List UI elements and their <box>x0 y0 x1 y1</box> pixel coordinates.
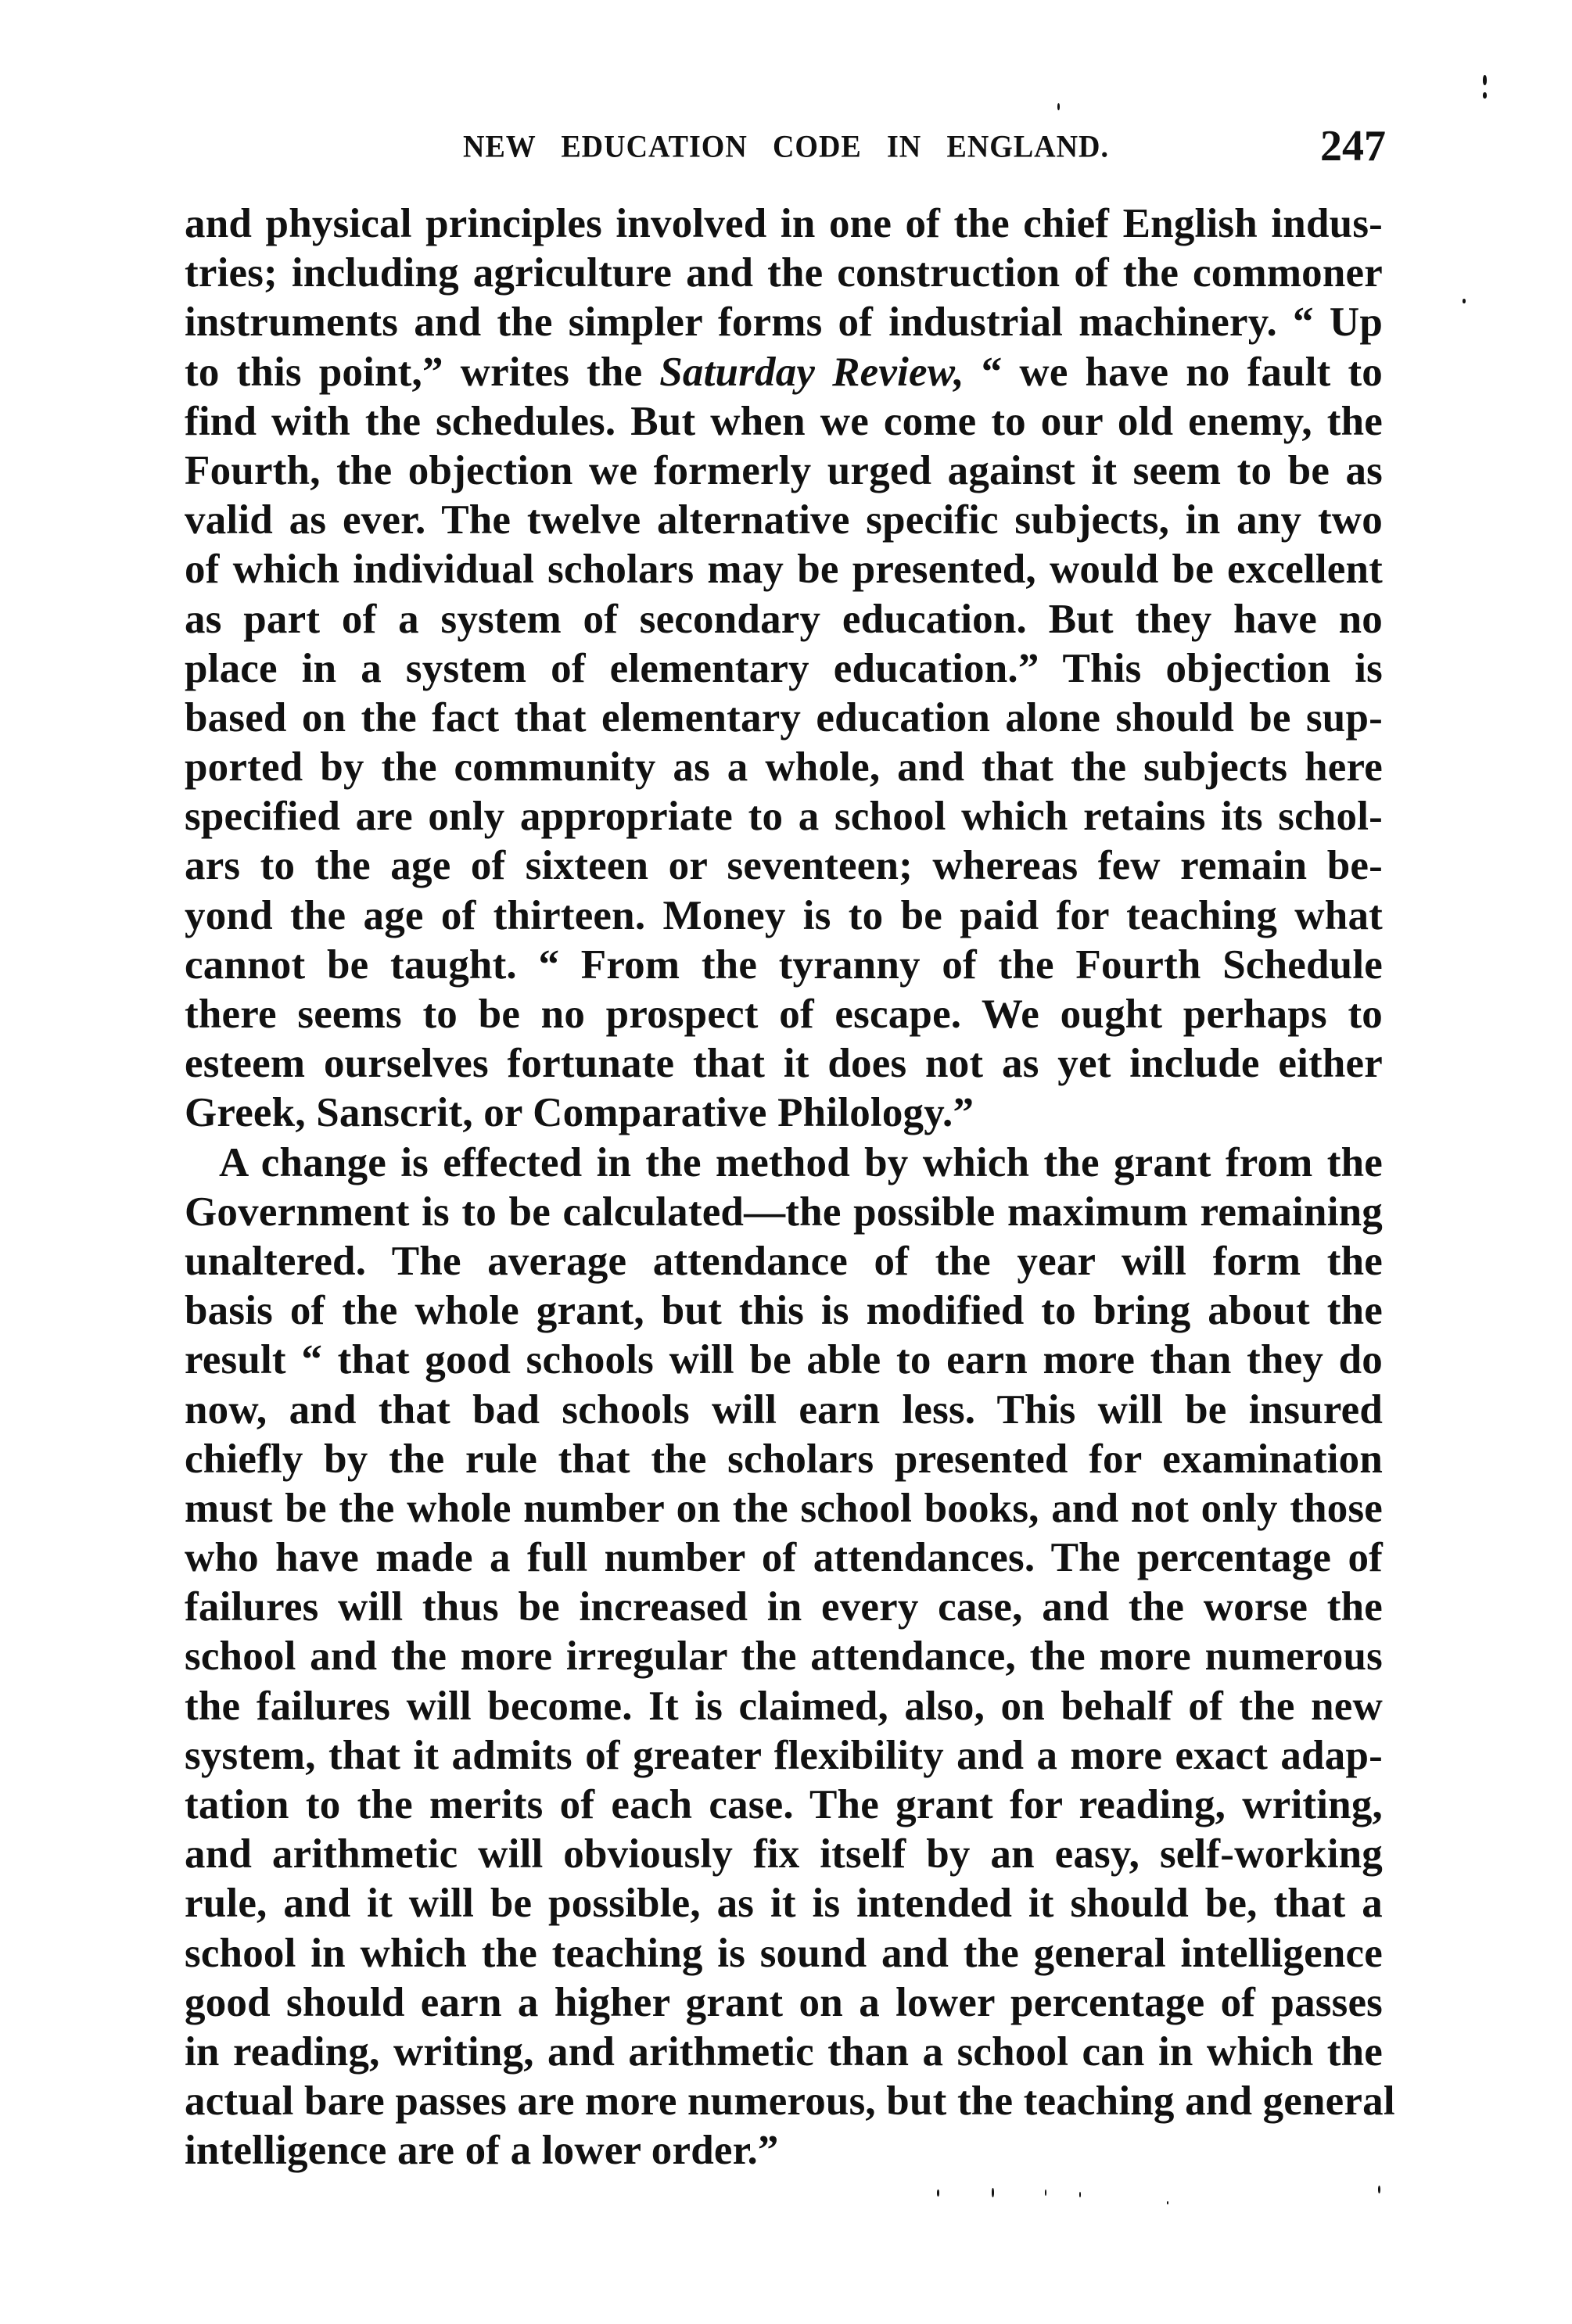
scan-speck <box>1483 92 1487 99</box>
text-line: cannot be taught. “ From the tyranny of the Fourth Schedule <box>185 941 1383 988</box>
scan-speck <box>1079 2192 1081 2197</box>
scan-speck <box>1057 103 1060 110</box>
paragraph-end-line: Greek, Sanscrit, or Comparative Philology.” <box>185 1090 974 1136</box>
scan-speck <box>1378 2186 1380 2193</box>
text-line: tation to the merits of each case. The grant for reading, writing, <box>185 1782 1383 1827</box>
text-line: rule, and it will be possible, as it is intended it should be, that a <box>185 1881 1383 1927</box>
body-text <box>185 199 1395 2176</box>
text-line: good should earn a higher grant on a lower percentage of passes <box>185 1979 1383 2025</box>
text-line: as part of a system of secondary education. But they have no <box>185 596 1383 642</box>
text-line: valid as ever. The twelve alternative specific subjects, in any two <box>185 497 1383 543</box>
text-line: based on the fact that elementary education alone should be sup- <box>185 694 1383 741</box>
scan-speck <box>1167 2201 1168 2204</box>
scan-speck <box>937 2190 939 2197</box>
text-line: tries; including agriculture and the construction of the commoner <box>185 250 1383 296</box>
text-line: yond the age of thirteen. Money is to be paid for teaching what <box>185 892 1383 938</box>
text-line: in reading, writing, and arithmetic than a school can in which the <box>185 2028 1383 2075</box>
scan-speck <box>1463 299 1466 303</box>
text-line: there seems to be no prospect of escape. We ought perhaps to <box>185 992 1383 1037</box>
text-line: unaltered. The average attendance of the year will form the <box>185 1238 1383 1284</box>
text-line: Government is to be calculated—the possible maximum remaining <box>185 1189 1383 1235</box>
text-line: who have made a full number of attendances. The percentage of <box>185 1535 1383 1581</box>
text-line: chiefly by the rule that the scholars presented for examination <box>185 1436 1383 1482</box>
text-line: must be the whole number on the school books, and not only those <box>185 1485 1383 1531</box>
text-line: system, that it admits of greater flexibility and a more exact adap- <box>185 1732 1383 1778</box>
text-line: place in a system of elementary education.” This objection is <box>185 645 1383 691</box>
periodical-title: Saturday Review, <box>659 349 964 395</box>
paragraph-end-line: intelligence are of a lower order.” <box>185 2128 779 2174</box>
text-line: basis of the whole grant, but this is modified to bring about the <box>185 1288 1383 1334</box>
text-line: school and the more irregular the attendance, the more numerous <box>185 1634 1383 1680</box>
text-line: ported by the community as a whole, and that the subjects here <box>185 744 1383 791</box>
text-line: result “ that good schools will be able to earn more than they do <box>185 1337 1383 1383</box>
text-line: of which individual scholars may be presented, would be excellent <box>185 547 1383 593</box>
text-segment: “ we have no fault to <box>964 349 1383 395</box>
text-line: esteem ourselves fortunate that it does not as yet include either <box>185 1041 1383 1087</box>
text-line: ars to the age of sixteen or seventeen; whereas few remain be- <box>185 843 1383 889</box>
scan-speck <box>992 2188 994 2197</box>
text-line: instruments and the simpler forms of industrial machinery. “ Up <box>185 299 1383 346</box>
text-line: school in which the teaching is sound and the general intelligence <box>185 1930 1383 1976</box>
text-line: and physical principles involved in one of the chief English indus- <box>185 201 1383 246</box>
running-title: NEW EDUCATION CODE IN ENGLAND. <box>463 129 1109 164</box>
page-number: 247 <box>1320 122 1386 170</box>
scan-speck <box>1045 2190 1046 2196</box>
text-line <box>185 348 1383 397</box>
text-line: find with the schedules. But when we come to our old enemy, the <box>185 398 1383 444</box>
text-line: failures will thus be increased in every case, and the worse the <box>185 1584 1383 1630</box>
text-line: Fourth, the objection we formerly urged against it seem to be as <box>185 447 1383 493</box>
text-line: and arithmetic will obviously fix itself by an easy, self-working <box>185 1831 1383 1877</box>
text-line: specified are only appropriate to a school which retains its schol- <box>185 794 1383 840</box>
scan-speck <box>1483 75 1487 85</box>
text-line: actual bare passes are more numerous, but the teaching and general <box>185 2078 1395 2125</box>
paragraph-start-line: A change is effected in the method by which the grant from the <box>219 1139 1383 1185</box>
text-line: the failures will become. It is claimed, also, on behalf of the new <box>185 1683 1383 1729</box>
text-line: now, and that bad schools will earn less. This will be insured <box>185 1386 1383 1433</box>
text-segment: to this point,” writes the <box>185 349 660 395</box>
